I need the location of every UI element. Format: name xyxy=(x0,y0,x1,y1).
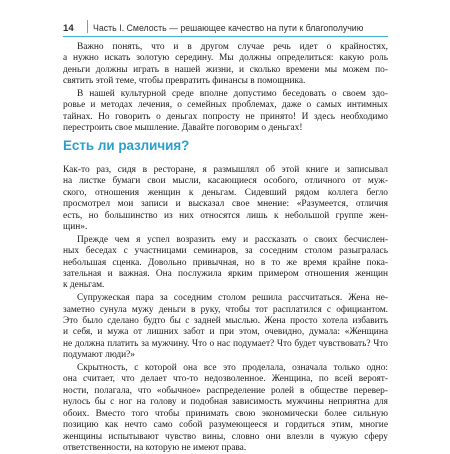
text-line: она считает, что делает что-то недозволенное. Женщина, по всей вероят- xyxy=(63,374,388,385)
paragraph xyxy=(63,235,388,292)
text-line: просмотрел мои записи и высказал свое мнение: «Разумеется, отличия xyxy=(63,199,388,210)
paragraph xyxy=(63,293,388,361)
chapter-title: Часть I. Смелость — решающее качество на пути к благополучию xyxy=(93,23,364,33)
text-line: обоих. Вместо того чтобы принимать свою экономически более сильную xyxy=(63,408,388,419)
text-line: ных беседах с участницами семинаров, за соседним столом разыгралась xyxy=(63,246,388,257)
text-line: Это было сделано будто бы с задней мыслью. Жена просто хотела избавить xyxy=(63,316,388,327)
text-line: щин». xyxy=(63,222,88,233)
text-line: Прежде чем я успел возразить ему и рассказать о своих бесчислен- xyxy=(77,234,388,245)
text-line: Важно понять, что и в другом случае речь идет о крайностях, xyxy=(77,42,388,52)
text-line: а нужно искать золотую середину. Мы должны определиться: какую роль xyxy=(63,53,388,64)
text-line: и себя, и мужа от лишних забот и при этом, очевидно, думала: «Женщина xyxy=(63,327,388,338)
text-line: Как-то раз, сидя в ресторане, я размышлял об этой книге и записывал xyxy=(63,165,388,175)
text-line: нулось бы с ног на голову и подобная зависимость мужчины неприятна для xyxy=(63,397,388,408)
text-line: святить этой теме, чтобы превратить финансы в помощника. xyxy=(63,76,306,87)
text-line: ского, отношения женщин к деньгам. Сидевший рядом коллега бегло xyxy=(63,187,388,198)
text-line: Супружеская пара за соседним столом решила рассчитаться. Жена не- xyxy=(77,293,388,304)
text-line: не должна платить за мужчину. Что о нас подумает? Что будет чувствовать? Что xyxy=(63,338,388,349)
text-line: есть, но большинство из них относятся лишь к небольшой группе жен- xyxy=(63,210,388,221)
section-heading: Есть ли различия? xyxy=(63,138,190,153)
text-line: небольшая сценка. Довольно привычная, но в то же время крайне пока- xyxy=(63,257,388,268)
text-line: ровье и методах лечения, о семейных проблемах, даже о самых интимных xyxy=(63,100,388,111)
text-line: на листке бумаги свои мысли, касающиеся особого, отличного от муж- xyxy=(63,176,388,187)
intro-text xyxy=(63,42,388,135)
page-number: 14 xyxy=(63,23,74,34)
running-head xyxy=(63,20,388,36)
paragraph xyxy=(63,165,388,233)
text-line: подумают люди?» xyxy=(63,350,135,361)
running-head-divider xyxy=(87,20,88,33)
text-line: ответственности, на которую не имеют права. xyxy=(63,442,247,453)
text-line: В нашей культурной среде вполне допустимо беседовать о своем здо- xyxy=(77,89,388,100)
text-line: Скрытность, с которой она все это проделала, означала только одно: xyxy=(77,363,388,374)
section-body xyxy=(63,165,388,454)
text-line: ности, полагала, что «обычное» распределение ролей в обществе перевер- xyxy=(63,385,388,396)
paragraph xyxy=(63,89,388,135)
text-line: зательная и важная. Она послужила ярким примером отношения женщин xyxy=(63,269,388,280)
text-line: женщины испытывают чувство вины, словно они влезли в чужую сферу xyxy=(63,431,388,442)
text-line: деньги должны играть в нашей жизни, и сколько времени мы можем по- xyxy=(63,64,388,75)
text-line: тайнах. Но говорить о деньгах попросту не принято! И здесь необходимо xyxy=(63,111,388,122)
text-line: заметно сунула мужу деньги в руку, чтобы тот расплатился с официантом. xyxy=(63,304,388,315)
text-line: перестроить свое мышление. Давайте поговорим о деньгах! xyxy=(63,123,303,134)
paragraph xyxy=(63,363,388,454)
header-rule xyxy=(63,36,388,37)
text-line: к деньгам. xyxy=(63,280,105,291)
paragraph xyxy=(63,42,388,88)
text-line: позицию как нечто само собой разумеющееся и гордиться этим, многие xyxy=(63,420,388,431)
